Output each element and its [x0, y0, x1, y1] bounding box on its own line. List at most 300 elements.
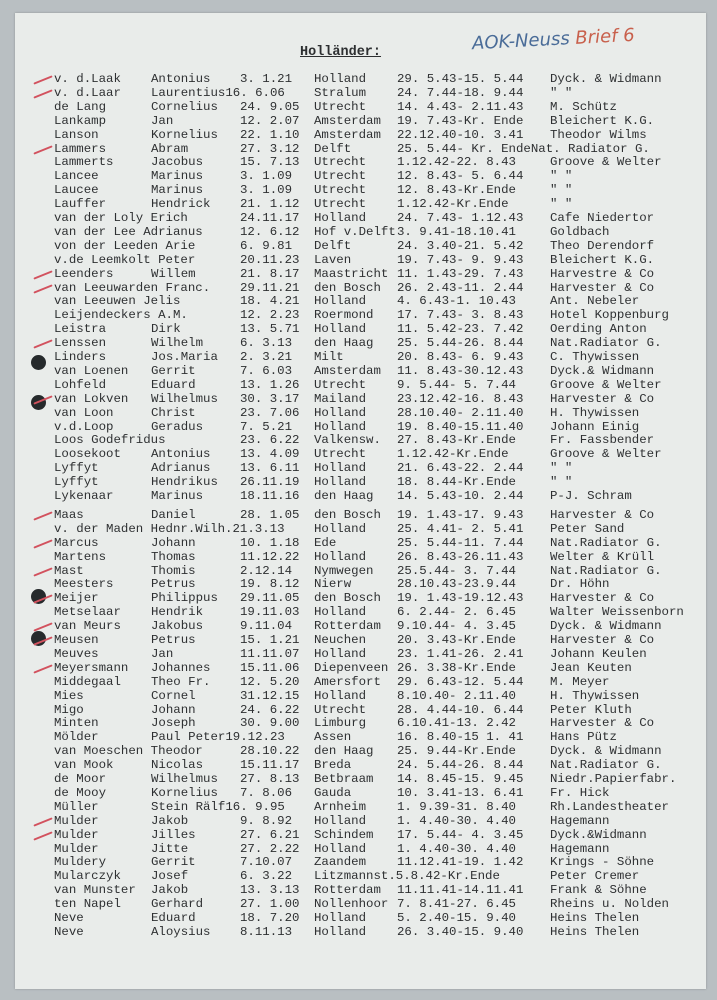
- cell-place: den Haag: [314, 489, 374, 503]
- cell-surname: Müller: [54, 799, 99, 814]
- cell-place: Nollenhoor: [314, 897, 389, 912]
- cell-first: Jitte: [151, 841, 189, 856]
- cell-period: 25. 5.44-26. 8.44: [397, 336, 524, 351]
- cell-place: Holland: [314, 688, 367, 703]
- cell-dob: 28. 1.05: [240, 507, 300, 522]
- cell-surname: van Meurs: [54, 619, 121, 634]
- cell-period: 11. 1.43-29. 7.43: [397, 266, 524, 281]
- check-mark-icon: [33, 89, 52, 98]
- cell-dob: 30. 9.00: [240, 716, 300, 731]
- cell-first: Aloysius: [151, 924, 211, 939]
- cell-first: Daniel: [151, 507, 196, 522]
- cell-place: Holland: [314, 475, 367, 490]
- cell-dob: 3. 1.21: [240, 72, 293, 86]
- cell-place: Delft: [314, 141, 352, 156]
- cell-dob: 27. 3.12: [240, 141, 300, 156]
- cell-period: 1. 9.39-31. 8.40: [397, 799, 516, 814]
- check-mark-icon: [33, 270, 52, 279]
- cell-employer: Jean Keuten: [550, 660, 632, 675]
- cell-dob: 12. 2.23: [240, 308, 300, 323]
- cell-surname: Martens: [54, 549, 107, 564]
- handwritten-note: [472, 25, 636, 54]
- cell-surname: Minten: [54, 716, 99, 731]
- cell-surname: Mies: [54, 688, 84, 703]
- cell-employer: Harvester & Co: [550, 280, 655, 295]
- cell-surname: v. der Maden Hednr.Wilh.21.3.13: [54, 521, 285, 536]
- cell-dob: 7. 8.06: [240, 785, 293, 800]
- cell-employer: " ": [550, 461, 573, 476]
- cell-period: 4. 6.43-1. 10.43: [397, 294, 516, 309]
- cell-dob: 15.11.17: [240, 758, 300, 773]
- cell-employer: Peter Sand: [550, 521, 625, 536]
- cell-surname: Mast: [54, 563, 84, 578]
- cell-dob: 13. 5.71: [240, 322, 300, 337]
- cell-employer: Walter Weissenborn: [550, 605, 684, 620]
- cell-dob: 18.11.16: [240, 489, 300, 503]
- cell-surname: de Mooy: [54, 785, 107, 800]
- cell-place: Utrecht: [314, 377, 367, 392]
- cell-employer: C. Thywissen: [550, 350, 640, 364]
- cell-employer: Fr. Fassbender: [550, 433, 655, 448]
- cell-period: 23.12.42-16. 8.43: [397, 391, 524, 406]
- cell-dob: 9. 8.92: [240, 813, 293, 828]
- cell-place: Milt: [314, 350, 344, 364]
- cell-first: Gerhard: [151, 897, 204, 912]
- cell-employer: Harvestre & Co: [550, 266, 655, 281]
- cell-first: Johannes: [151, 660, 211, 675]
- cell-dob: 7.10.07: [240, 855, 293, 870]
- cell-surname: Meusen: [54, 633, 99, 647]
- cell-employer: Nat.Radiator G.: [550, 535, 662, 550]
- cell-period: 16. 8.40-15 1. 41: [397, 730, 524, 745]
- check-mark-icon: [33, 145, 52, 154]
- cell-first: Hendrick: [151, 197, 211, 212]
- cell-employer: " ": [550, 475, 573, 490]
- cell-employer: Groove & Welter: [550, 447, 662, 462]
- cell-first: Thomas: [151, 549, 196, 564]
- cell-dob: 23. 7.06: [240, 405, 300, 420]
- cell-first: Hendrikus: [151, 475, 218, 490]
- cell-surname: Metselaar: [54, 605, 121, 620]
- cell-first: Philippus: [151, 591, 218, 606]
- cell-dob: 21. 1.12: [240, 197, 300, 212]
- cell-place: Zaandem: [314, 855, 367, 870]
- cell-employer: Harvester & Co: [550, 391, 655, 406]
- cell-surname: Meijer: [54, 591, 99, 606]
- cell-first: Hendrik: [151, 605, 204, 620]
- cell-place: Utrecht: [314, 155, 367, 170]
- cell-employer: Welter & Krüll: [550, 549, 655, 564]
- cell-employer: H. Thywissen: [550, 405, 640, 420]
- cell-dob: 6. 3.13: [240, 336, 293, 351]
- cell-employer: M. Schütz: [550, 99, 617, 114]
- cell-period: 29. 5.43-15. 5.44: [397, 72, 524, 86]
- cell-place: Holland: [314, 419, 367, 434]
- cell-surname: Loos Godefridus: [54, 433, 166, 448]
- cell-first: Eduard: [151, 377, 196, 392]
- cell-place: Stralum: [314, 85, 367, 100]
- cell-employer: " ": [550, 197, 573, 212]
- cell-first: Wilhelmus: [151, 772, 218, 786]
- cell-employer: Peter Cremer: [550, 869, 640, 884]
- cell-employer: " ": [550, 169, 573, 184]
- cell-period: 11. 5.42-23. 7.42: [397, 322, 524, 337]
- cell-period: 26. 8.43-26.11.43: [397, 549, 524, 564]
- cell-employer: Harvester & Co: [550, 591, 655, 606]
- cell-dob: 6. 9.81: [240, 238, 293, 253]
- cell-period: 23. 1.41-26. 2.41: [397, 646, 524, 661]
- cell-period: 26. 3.38-Kr.Ende: [397, 660, 516, 675]
- check-mark-icon: [33, 75, 52, 84]
- cell-dob: 26.11.19: [240, 475, 300, 490]
- cell-surname: Migo: [54, 702, 84, 717]
- cell-surname: van Loenen: [54, 363, 129, 378]
- cell-first: Johann: [151, 535, 196, 550]
- cell-first: Johann: [151, 702, 196, 717]
- cell-dob: 7. 5.21: [240, 419, 293, 434]
- cell-first: Paul Peter19.12.23: [151, 730, 285, 745]
- cell-employer: Cafe Niedertor: [550, 211, 655, 225]
- cell-place: Ede: [314, 535, 337, 550]
- cell-period: 28.10.40- 2.11.40: [397, 405, 524, 420]
- cell-place: Nymwegen: [314, 563, 374, 578]
- cell-surname: Neve: [54, 911, 84, 925]
- cell-surname: v. d.Laar: [54, 85, 121, 100]
- cell-employer: Theo Derendorf: [550, 238, 655, 253]
- check-mark-icon: [33, 831, 52, 840]
- cell-surname: Lammers: [54, 141, 107, 156]
- cell-place: Breda: [314, 758, 352, 773]
- cell-period: 5. 2.40-15. 9.40: [397, 911, 516, 925]
- cell-period: 11.12.41-19. 1.42: [397, 855, 524, 870]
- cell-surname: Mulder: [54, 827, 99, 842]
- cell-dob: 3. 1.09: [240, 183, 293, 198]
- cell-place: Diepenveen: [314, 660, 389, 675]
- cell-dob: 13. 4.09: [240, 447, 300, 462]
- cell-employer: Peter Kluth: [550, 702, 632, 717]
- cell-dob: 19. 8.12: [240, 577, 300, 592]
- cell-first: Stein Rälf16. 9.95: [151, 799, 285, 814]
- cell-place: Holland: [314, 521, 367, 536]
- cell-dob: 27. 2.22: [240, 841, 300, 856]
- cell-first: Thomis: [151, 563, 196, 578]
- cell-period: 9.10.44- 4. 3.45: [397, 619, 516, 634]
- cell-first: Dirk: [151, 322, 181, 337]
- cell-first: Wilhelm: [151, 336, 204, 351]
- cell-place: Holland: [314, 461, 367, 476]
- cell-period: 12. 8.43- 5. 6.44: [397, 169, 524, 184]
- cell-dob: 3. 1.09: [240, 169, 293, 184]
- cell-dob: 7. 6.03: [240, 363, 293, 378]
- cell-period: 3. 9.41-18.10.41: [397, 224, 516, 239]
- cell-employer: Fr. Hick: [550, 785, 610, 800]
- cell-place: Hof v.Delft: [314, 224, 396, 239]
- cell-surname: de Moor: [54, 772, 107, 786]
- cell-surname: Maas: [54, 507, 84, 522]
- cell-period: 7. 8.41-27. 6.45: [397, 897, 516, 912]
- cell-first: Geradus: [151, 419, 204, 434]
- cell-surname: Mulder: [54, 841, 99, 856]
- cell-first: Gerrit: [151, 363, 196, 378]
- cell-employer: Nat.Radiator G.: [550, 563, 662, 578]
- cell-period: 27. 8.43-Kr.Ende: [397, 433, 516, 448]
- cell-employer: Groove & Welter: [550, 155, 662, 170]
- cell-place: Gauda: [314, 785, 352, 800]
- cell-dob: 11.12.22: [240, 549, 300, 564]
- cell-period: 19. 1.43-17. 9.43: [397, 507, 524, 522]
- cell-employer: Nat.Radiator G.: [550, 336, 662, 351]
- cell-surname: Mölder: [54, 730, 99, 745]
- cell-period: 1. 4.40-30. 4.40: [397, 841, 516, 856]
- cell-place: Holland: [314, 211, 367, 225]
- cell-period: 25. 9.44-Kr.Ende: [397, 744, 516, 759]
- cell-employer: Bleichert K.G.: [550, 252, 655, 267]
- cell-place: Holland: [314, 841, 367, 856]
- cell-surname: von der Leeden Arie: [54, 238, 196, 253]
- cell-dob: 29.11.05: [240, 591, 300, 606]
- cell-place: den Haag: [314, 744, 374, 759]
- document-page: [15, 13, 706, 989]
- cell-employer: Dyck.&Widmann: [550, 827, 647, 842]
- check-mark-icon: [33, 339, 52, 348]
- cell-place: Holland: [314, 72, 367, 86]
- cell-employer: Ant. Nebeler: [550, 294, 640, 309]
- cell-first: Abram: [151, 141, 189, 156]
- cell-dob: 27. 1.00: [240, 897, 300, 912]
- cell-place: Holland: [314, 322, 367, 337]
- cell-surname: Leijendeckers A.M.: [54, 308, 188, 323]
- cell-employer: Heins Thelen: [550, 911, 640, 925]
- cell-surname: Laucee: [54, 183, 99, 198]
- cell-period: 1.12.42-Kr.Ende: [397, 447, 509, 462]
- cell-period: 12. 8.43-Kr.Ende: [397, 183, 516, 198]
- cell-surname: van Moeschen Theodor: [54, 744, 203, 759]
- cell-place: Utrecht: [314, 197, 367, 212]
- cell-surname: Lanson: [54, 127, 99, 142]
- cell-first: Joseph: [151, 716, 196, 731]
- cell-surname: van der Loly Erich: [54, 211, 188, 225]
- cell-place: Laven: [314, 252, 352, 267]
- cell-period: 20. 8.43- 6. 9.43: [397, 350, 524, 364]
- cell-surname: Mulder: [54, 813, 99, 828]
- cell-period: 25. 4.41- 2. 5.41: [397, 521, 524, 536]
- cell-place: Amsterdam: [314, 363, 381, 378]
- cell-first: Jan: [151, 646, 174, 661]
- cell-employer: Harvester & Co: [550, 716, 655, 731]
- cell-place: Amsterdam: [314, 113, 381, 128]
- cell-first: Adrianus: [151, 461, 211, 476]
- cell-dob: 10. 1.18: [240, 535, 300, 550]
- cell-place: Roermond: [314, 308, 374, 323]
- cell-period: 17. 5.44- 4. 3.45: [397, 827, 524, 842]
- cell-period: 8.10.40- 2.11.40: [397, 688, 516, 703]
- cell-dob: 18. 4.21: [240, 294, 300, 309]
- cell-place: Assen: [314, 730, 352, 745]
- cell-surname: Linders: [54, 350, 107, 364]
- cell-period: 1. 4.40-30. 4.40: [397, 813, 516, 828]
- check-mark-icon: [33, 567, 52, 576]
- check-mark-icon: [33, 817, 52, 826]
- cell-employer: Krings - Söhne: [550, 855, 655, 870]
- cell-period: 17. 7.43- 3. 8.43: [397, 308, 524, 323]
- cell-period: 28.10.43-23.9.44: [397, 577, 516, 592]
- cell-dob: 15. 1.21: [240, 633, 300, 647]
- check-mark-icon: [33, 539, 52, 548]
- cell-surname: Muldery: [54, 855, 107, 870]
- cell-surname: van Lokven: [54, 391, 129, 406]
- check-mark-icon: [33, 664, 52, 673]
- cell-surname: Lohfeld: [54, 377, 107, 392]
- page-title: Holländer:: [300, 45, 382, 60]
- cell-surname: van Loon: [54, 405, 114, 420]
- cell-employer: Theodor Wilms: [550, 127, 647, 142]
- cell-place: Holland: [314, 405, 367, 420]
- cell-place: Utrecht: [314, 183, 367, 198]
- cell-first: Jakobus: [151, 619, 204, 634]
- cell-first: Kornelius: [151, 127, 218, 142]
- cell-surname: Lauffer: [54, 197, 107, 212]
- cell-dob: 12. 5.20: [240, 674, 300, 689]
- cell-surname: Meuves: [54, 646, 99, 661]
- cell-employer: Harvester & Co: [550, 507, 655, 522]
- cell-employer: Hotel Koppenburg: [550, 308, 669, 323]
- cell-employer: Frank & Söhne: [550, 883, 647, 898]
- cell-period: 22.12.40-10. 3.41: [397, 127, 524, 142]
- cell-period: 25. 5.44-11. 7.44: [397, 535, 524, 550]
- cell-period: 25.5.44- 3. 7.44: [397, 563, 516, 578]
- cell-dob: 31.12.15: [240, 688, 300, 703]
- cell-period: 20. 3.43-Kr.Ende: [397, 633, 516, 647]
- cell-surname: Mularczyk: [54, 869, 121, 884]
- cell-surname: Lyffyt: [54, 461, 99, 476]
- cell-place: Valkensw.: [314, 433, 381, 448]
- cell-period: 26. 2.43-11. 2.44: [397, 280, 524, 295]
- cell-place: Utrecht: [314, 169, 367, 184]
- cell-dob: 2. 3.21: [240, 350, 293, 364]
- cell-dob: 24. 9.05: [240, 99, 300, 114]
- cell-place: Holland: [314, 646, 367, 661]
- cell-employer: Rh.Landestheater: [550, 799, 669, 814]
- cell-surname: van Leeuwen Jelis: [54, 294, 181, 309]
- cell-period: 26. 3.40-15. 9.40: [397, 924, 524, 939]
- cell-place: Maastricht: [314, 266, 389, 281]
- cell-surname: v.de Leemkolt Peter: [54, 252, 196, 267]
- cell-place: Amersfort: [314, 674, 381, 689]
- cell-period: 29. 6.43-12. 5.44: [397, 674, 524, 689]
- cell-place: Holland: [314, 549, 367, 564]
- cell-employer: Hagemann: [550, 813, 610, 828]
- cell-dob: 13. 1.26: [240, 377, 300, 392]
- cell-employer: M. Meyer: [550, 674, 610, 689]
- cell-dob: 21. 8.17: [240, 266, 300, 281]
- cell-first: Willem: [151, 266, 196, 281]
- cell-first: Cornel: [151, 688, 196, 703]
- cell-place: Mailand: [314, 391, 367, 406]
- cell-first: Jilles: [151, 827, 196, 842]
- cell-employer: Nat.Radiator G.: [550, 758, 662, 773]
- cell-first: Marinus: [151, 183, 204, 198]
- cell-dob: 30. 3.17: [240, 391, 300, 406]
- cell-period: 25. 5.44- Kr. EndeNat. Radiator G.: [397, 141, 650, 156]
- check-mark-icon: [33, 622, 52, 631]
- cell-surname: Lyffyt: [54, 475, 99, 490]
- cell-dob: 27. 6.21: [240, 827, 300, 842]
- cell-dob: 24.11.17: [240, 211, 300, 225]
- cell-first: Jakob: [151, 813, 189, 828]
- cell-place: Nierw: [314, 577, 352, 592]
- cell-period: 24. 3.40-21. 5.42: [397, 238, 524, 253]
- cell-place: Schindem: [314, 827, 374, 842]
- cell-dob: 13. 6.11: [240, 461, 300, 476]
- cell-place: Utrecht: [314, 702, 367, 717]
- cell-period: 11.11.41-14.11.41: [397, 883, 524, 898]
- cell-period: 19. 8.40-15.11.40: [397, 419, 524, 434]
- cell-surname: van Leeuwarden Franc.: [54, 280, 211, 295]
- cell-place: den Bosch: [314, 591, 381, 606]
- cell-place: Holland: [314, 911, 367, 925]
- cell-first: Jakob: [151, 883, 189, 898]
- cell-first: Petrus: [151, 577, 196, 592]
- cell-employer: Oerding Anton: [550, 322, 647, 337]
- note-text: AOK-Neuss: [471, 28, 571, 55]
- cell-period: 19. 1.43-19.12.43: [397, 591, 524, 606]
- cell-dob: 11.11.07: [240, 646, 300, 661]
- cell-period: 24. 5.44-26. 8.44: [397, 758, 524, 773]
- cell-dob: 19.11.03: [240, 605, 300, 620]
- cell-first: Marinus: [151, 169, 204, 184]
- cell-employer: Johann Einig: [550, 419, 640, 434]
- cell-dob: 12. 2.07: [240, 113, 300, 128]
- cell-place: Amsterdam: [314, 127, 381, 142]
- cell-surname: v. d.Laak: [54, 72, 121, 86]
- cell-surname: ten Napel: [54, 897, 121, 912]
- cell-first: Petrus: [151, 633, 196, 647]
- cell-period: 6.10.41-13. 2.42: [397, 716, 516, 731]
- cell-period: 28. 4.44-10. 6.44: [397, 702, 524, 717]
- cell-employer: P-J. Schram: [550, 489, 632, 503]
- cell-period: 9. 5.44- 5. 7.44: [397, 377, 516, 392]
- cell-first: Jan: [151, 113, 174, 128]
- cell-employer: Rheins u. Nolden: [550, 897, 669, 912]
- cell-dob: 24. 6.22: [240, 702, 300, 717]
- cell-period: 14. 4.43- 2.11.43: [397, 99, 524, 114]
- cell-period: 14. 5.43-10. 2.44: [397, 489, 524, 503]
- cell-employer: Niedr.Papierfabr.: [550, 772, 677, 786]
- cell-dob: 27. 8.13: [240, 772, 300, 786]
- cell-employer: Johann Keulen: [550, 646, 647, 661]
- cell-surname: van Munster: [54, 883, 136, 898]
- cell-employer: Bleichert K.G.: [550, 113, 655, 128]
- cell-first: Antonius: [151, 447, 211, 462]
- cell-period: 6. 2.44- 2. 6.45: [397, 605, 516, 620]
- cell-surname: Meyersmann: [54, 660, 129, 675]
- cell-place: Rotterdam: [314, 883, 381, 898]
- cell-surname: Marcus: [54, 535, 99, 550]
- cell-period: 10. 3.41-13. 6.41: [397, 785, 524, 800]
- cell-first: Nicolas: [151, 758, 204, 773]
- cell-first: Wilhelmus: [151, 391, 218, 406]
- cell-surname: Lancee: [54, 169, 99, 184]
- cell-surname: Lykenaar: [54, 489, 114, 503]
- cell-place: Arnheim: [314, 799, 367, 814]
- cell-employer: Dr. Höhn: [550, 577, 610, 592]
- cell-period: 19. 7.43- 9. 9.43: [397, 252, 524, 267]
- cell-period: 1.12.42-22. 8.43: [397, 155, 516, 170]
- cell-first: Jos.Maria: [151, 350, 218, 364]
- cell-place: Utrecht: [314, 99, 367, 114]
- cell-surname: Leenders: [54, 266, 114, 281]
- cell-first: Kornelius: [151, 785, 218, 800]
